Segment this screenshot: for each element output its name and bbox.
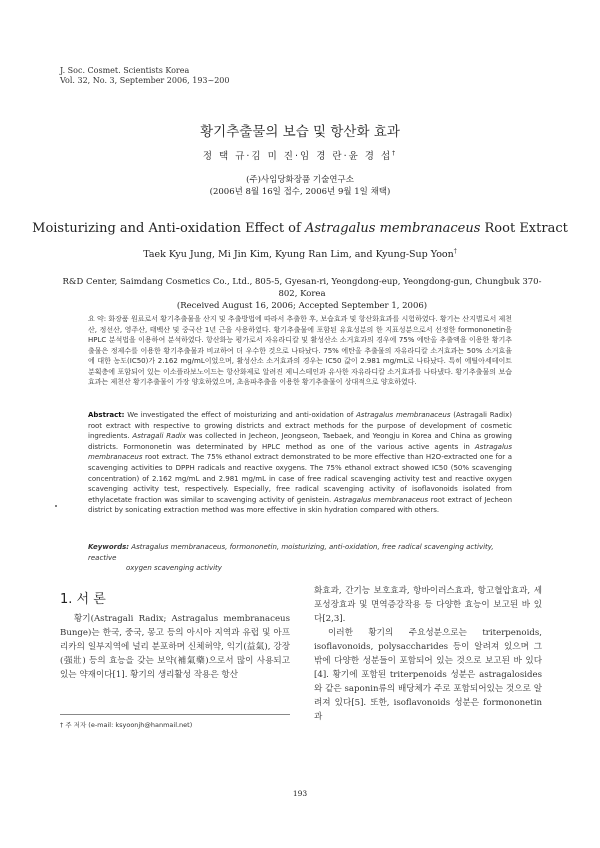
journal-citation: [60, 66, 230, 86]
footnote-corresponding-author: † 주 저자 (e-mail: ksyoonjh@hanmail.net): [60, 721, 193, 729]
org-name-korean: (주)사임당화장품 기술연구소: [246, 175, 354, 185]
keywords-label: Keywords:: [88, 543, 130, 551]
title-en-species: Astragalus membranaceus: [304, 221, 481, 236]
intro-paragraph-3: 이러한 황기의 주요성분으로는 triterpenoids, isoflavonoids, polysaccharides 등이 알려져 있으며 그 밖에 다양한 성분들이 포함되어 있는 것으로 보고된 바 있다[4]. 황기에 포함된 triterpenoids 성분은 astragalosides와 같은 saponin류의 배당체가 주로 포함되어있는 것으로 알려져 있다[5]. 또한, isoflavonoids 성분은 formononetin과: [314, 628, 542, 722]
abstract-text-3: was collected in Jecheon, Jeongseon, Taebaek, and Yeongju in Korea and China as growing districts. Formononetin was determinated by HPLC method as one of the various active agents in: [88, 432, 512, 451]
intro-paragraph-2: 화효과, 간기능 보호효과, 항바이러스효과, 항고혈압효과, 세포성장효과 및 면역증강작용 등 다양한 효능이 보고된 바 있다[2,3].: [314, 586, 542, 624]
abstract-text-4: root extract. The 75% ethanol extract demonstrated to be more effective than H2O-extracted one for a scavenging activities to DPPH radicals and reactive oxygens. The 75% ethanol extract showed IC50 (50% scavenging concentration) of 2.162 mg/mL and 2.981 mg/mL in case of free radical scavenging activity test and reactive oxygen scavenging activity test, respectively. Especially, free radical scavenging activity of isoflavonoids isolated from ethylacetate fraction was similar to scavenging activity of genistein.: [88, 453, 512, 504]
page-number: 193: [292, 789, 308, 798]
keywords: [88, 542, 512, 574]
authors-english: [0, 248, 600, 260]
corresponding-mark: †: [392, 149, 398, 157]
authors-korean: [0, 148, 600, 162]
organization-korean: [0, 174, 600, 198]
title-en-pre: Moisturizing and Anti-oxidation Effect of: [32, 221, 305, 236]
corresponding-mark-en: †: [453, 248, 457, 255]
affiliation-address: R&D Center, Saimdang Cosmetics Co., Ltd., 805-5, Gyesan-ri, Yeongdong-eup, Yeongdong-gun, Chungbuk 370-802, Korea: [62, 277, 542, 299]
section-heading-introduction: 1. 서 론: [60, 592, 106, 607]
title-english: [0, 221, 600, 236]
abstract-italic-4: Astragalus membranaceus: [333, 495, 429, 504]
abstract-italic-3: Astragalus membranaceus: [88, 442, 512, 462]
affiliation-english: [60, 276, 544, 312]
dates-english: (Received August 16, 2006; Accepted September 1, 2006): [176, 301, 428, 311]
abstract-text-2: (Astragali Radix) root extract with respective to growing districts and extract methods for the purpose of development of cosmetic ingredients.: [88, 411, 512, 441]
abstract-label: Abstract:: [88, 411, 125, 419]
keywords-line1: Astragalus membranaceus, formononetin, moisturizing, anti-oxidation, free radical scavenging activity, reactive: [88, 543, 494, 562]
abstract-korean: 요 약: 화장품 원료로서 황기추출물을 산지 및 추출방법에 따라서 추출한 후, 보습효과 및 항산화효과를 시험하였다. 황기는 산지별로서 제천산, 정선산, 영주산, 태백산 및 중국산 1년 근을 사용하였다. 황기추출물에 포함된 유효성분의 한 지표성분으로서 선정한 formononetin을 HPLC 분석법을 이용하여 분석하였다. 항산화능 평가로서 자유라디칼 및 활성산소 소거효과의 경우에 75% 에탄올 추출액을 이용한 황기추출물은 정제수를 이용한 황기추출물과 비교하여 더 우수한 것으로 나타났다. 75% 에탄올 추출물의 자유라디칼 소거효과는 50% 소거효율에 대한 농도(IC50)가 2.162 mg/mL이었으며, 활성산소 소거효과의 경우는 IC50 값이 2.981 mg/mL로 나타났다. 특히 에틸아세테이트 분획층에 포함되어 있는 이소플라보노이드는 항산화제로 알려진 제니스테인과 유사한 자유라디칼 소거효과를 나타냈다. 황기추출물의 보습효과는 제천산 황기추출물이 가장 양호하였으며, 초음파추출을 이용한 황기추출물이 상대적으로 양호하였다.: [88, 315, 512, 386]
intro-left-column: [60, 612, 290, 682]
intro-right-column: [314, 584, 542, 724]
authors-english-names: Taek Kyu Jung, Mi Jin Kim, Kyung Ran Lim, and Kyung-Sup Yoon: [143, 249, 454, 261]
dates-korean: (2006년 8월 16일 접수, 2006년 9월 1일 채택): [209, 187, 391, 197]
title-en-post: Root Extract: [480, 221, 568, 236]
margin-dot: [55, 505, 57, 507]
footnote-divider: [60, 714, 290, 715]
authors-korean-names: 정 택 규·김 미 진·임 경 란·윤 경 섭: [202, 151, 393, 162]
journal-name: J. Soc. Cosmet. Scientists Korea: [60, 66, 190, 75]
abstract-english: [88, 410, 512, 516]
abstract-italic-2: Astragali Radix: [132, 432, 186, 441]
intro-paragraph-1: 황기(Astragali Radix; Astragalus membranaceus Bunge)는 한국, 중국, 몽고 등의 아시아 지역과 유럽 및 아프리카의 일부지역에 널리 분포하며 신체허약, 익기(益氣), 강장(强壯) 등의 효능을 갖는 보약(補氣藥)으로서 많이 사용되고 있는 약재이다[1]. 황기의 생리활성 작용은 항산: [60, 614, 290, 680]
keywords-line2: oxygen scavenging activity: [126, 564, 222, 572]
abstract-text-5: root extract of Jecheon district by sonicating extraction method was more effective in skin hydration compared with others.: [88, 495, 513, 515]
title-korean: 황기추출물의 보습 및 항산화 효과: [200, 124, 400, 140]
journal-volume: Vol. 32, No. 3, September 2006, 193~200: [60, 76, 230, 85]
abstract-italic-1: Astragalus membranaceus: [356, 411, 451, 419]
abstract-text-1: We investigated the effect of moisturizing and anti-oxidation of: [124, 411, 357, 419]
